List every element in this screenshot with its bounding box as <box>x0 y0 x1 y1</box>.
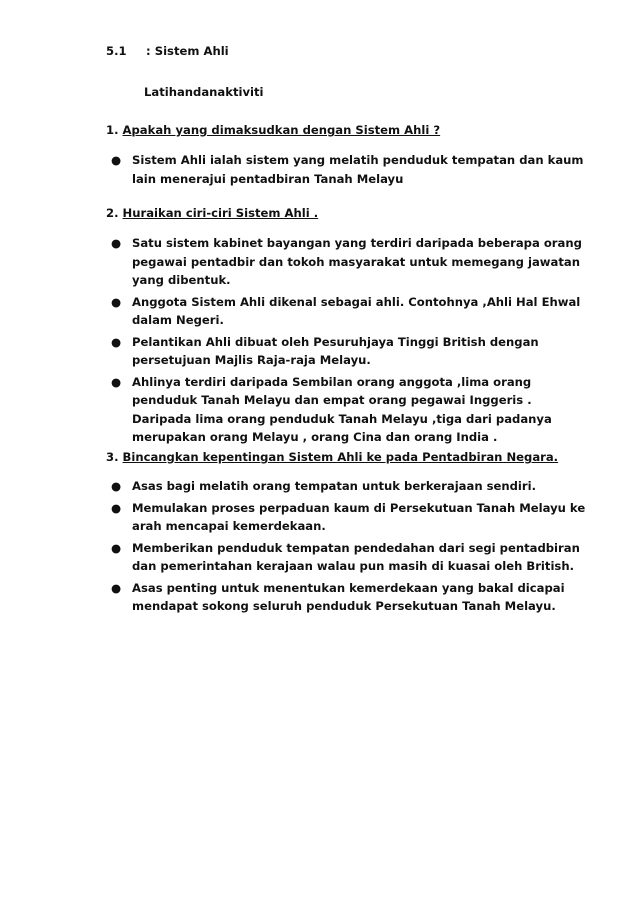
bullet-icon: ● <box>111 500 122 515</box>
answer-line: Asas penting untuk menentukan kemerdekaan yang bakal dicapai <box>132 580 565 595</box>
answer-line: lain menerajui pentadbiran Tanah Melayu <box>132 171 404 186</box>
bullet-icon: ● <box>111 334 122 349</box>
answer-item <box>106 579 576 616</box>
answer-line: Memberikan penduduk tempatan pendedahan dari segi pentadbiran <box>132 540 580 555</box>
answer-line: mendapat sokong seluruh penduduk Persekutuan Tanah Melayu. <box>132 599 556 613</box>
answer-line: Anggota Sistem Ahli dikenal sebagai ahli. Contohnya ,Ahli Hal Ehwal <box>132 294 581 309</box>
answer-item <box>106 234 582 290</box>
answer-line: dan pemerintahan kerajaan walau pun masih di kuasai oleh British. <box>132 559 574 573</box>
bullet-icon: ● <box>111 374 122 389</box>
bullet-icon: ● <box>111 540 122 555</box>
bullet-icon: ● <box>111 580 122 595</box>
answer-line: Memulakan proses perpaduan kaum di Persekutuan Tanah Melayu ke <box>132 500 586 515</box>
answer-line: arah mencapai kemerdekaan. <box>132 519 326 533</box>
answer-item <box>106 373 576 447</box>
answer-line: Ahlinya terdiri daripada Sembilan orang anggota ,lima orang <box>132 374 532 389</box>
section-title: : Sistem Ahli <box>146 44 229 58</box>
bullet-icon: ● <box>111 236 122 250</box>
answer-line: yang dibentuk. <box>132 273 231 287</box>
answer-line: persetujuan Majlis Raja-raja Melayu. <box>132 353 371 367</box>
question-number: 1. <box>106 123 119 137</box>
bullet-icon: ● <box>111 294 122 309</box>
question-text: Apakah yang dimaksudkan dengan Sistem Ahli ? <box>122 123 441 137</box>
question-2 <box>106 206 318 220</box>
answer-item <box>106 333 576 370</box>
bullet-icon: ● <box>111 479 122 493</box>
question-number: 2. <box>106 206 119 220</box>
answer-line: Satu sistem kabinet bayangan yang terdiri daripada beberapa orang <box>132 236 582 250</box>
question-number: 3. <box>106 450 119 464</box>
section-subtitle: Latihandanaktiviti <box>144 85 264 99</box>
answer-line: merupakan orang Melayu , orang Cina dan orang India . <box>132 430 498 444</box>
section-number: 5.1 <box>106 44 127 58</box>
question-3 <box>106 450 558 464</box>
answer-line: Daripada lima orang penduduk Tanah Melayu ,tiga dari padanya <box>132 411 552 426</box>
answer-item <box>106 151 584 188</box>
answer-line: dalam Negeri. <box>132 313 224 327</box>
answer-list-1 <box>106 151 584 191</box>
answer-line: Asas bagi melatih orang tempatan untuk berkerajaan sendiri. <box>132 479 537 493</box>
section-heading <box>106 44 229 58</box>
answer-list-2 <box>106 234 582 450</box>
question-text: Bincangkan kepentingan Sistem Ahli ke pada Pentadbiran Negara. <box>122 450 559 464</box>
answer-item <box>106 539 580 576</box>
bullet-icon: ● <box>111 153 122 167</box>
answer-list-3 <box>106 477 586 619</box>
answer-item <box>106 499 586 536</box>
answer-item <box>106 477 576 496</box>
answer-item <box>106 293 581 330</box>
answer-line: Pelantikan Ahli dibuat oleh Pesuruhjaya Tinggi British dengan <box>132 334 539 349</box>
answer-line: Sistem Ahli ialah sistem yang melatih penduduk tempatan dan kaum <box>132 153 584 167</box>
question-1 <box>106 123 440 137</box>
answer-line: pegawai pentadbir dan tokoh masyarakat untuk memegang jawatan <box>132 254 580 269</box>
answer-line: penduduk Tanah Melayu dan empat orang pegawai Inggeris . <box>132 393 532 407</box>
question-text: Huraikan ciri-ciri Sistem Ahli . <box>122 206 319 220</box>
